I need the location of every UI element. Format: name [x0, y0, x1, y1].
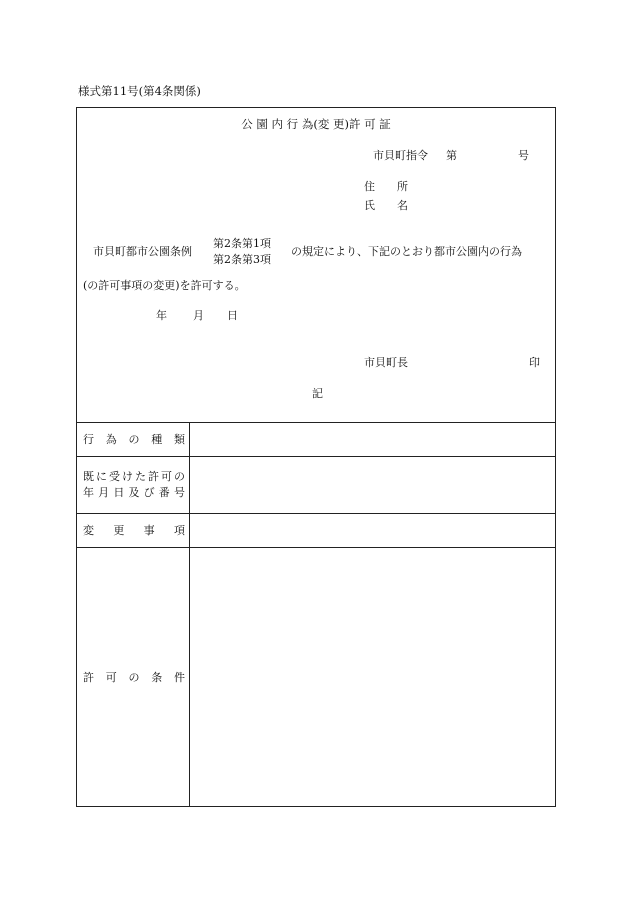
permit-conditions-label: 許 可 の 条 件: [83, 671, 185, 684]
form-title: 公 園 内 行 為(変 更)許 可 証: [241, 117, 391, 131]
action-type-label: 行 為 の 種 類: [83, 433, 185, 446]
date-year: 年: [156, 309, 167, 322]
name-label: 氏 名: [364, 199, 408, 212]
permit-conditions-value-cell[interactable]: [190, 548, 555, 806]
clause-option-1: 第2条第1項: [213, 237, 271, 250]
ki-heading: 記: [312, 387, 323, 400]
body-text-line2: (の許可事項の変更)を許可する。: [83, 279, 246, 292]
action-type-value-cell[interactable]: [190, 423, 555, 456]
form-number: 様式第11号(第4条関係): [78, 84, 201, 98]
clause-option-2: 第2条第3項: [213, 253, 271, 266]
change-items-label: 変 更 事 項: [83, 524, 185, 537]
seal-mark: 印: [529, 356, 540, 369]
permit-form: [76, 107, 556, 807]
permit-ref-dai: 第: [446, 149, 457, 162]
ordinance-name: 市貝町都市公園条例: [93, 245, 192, 258]
address-label: 住 所: [364, 180, 408, 193]
permit-ref-go: 号: [518, 149, 529, 162]
date-month: 月: [193, 309, 204, 322]
change-items-value-cell[interactable]: [190, 514, 555, 547]
previous-permit-label-line1: 既 に 受 け た 許 可 の: [83, 470, 185, 483]
body-text-rest: の規定により、下記のとおり都市公園内の行為: [291, 245, 522, 258]
permit-ref-label: 市貝町指令: [373, 149, 428, 162]
previous-permit-label: [83, 469, 185, 501]
previous-permit-label-line2: 年 月 日 及 び 番 号: [83, 486, 185, 499]
date-day: 日: [227, 309, 238, 322]
previous-permit-value-cell[interactable]: [190, 457, 555, 513]
issuer-title: 市貝町長: [364, 356, 408, 369]
